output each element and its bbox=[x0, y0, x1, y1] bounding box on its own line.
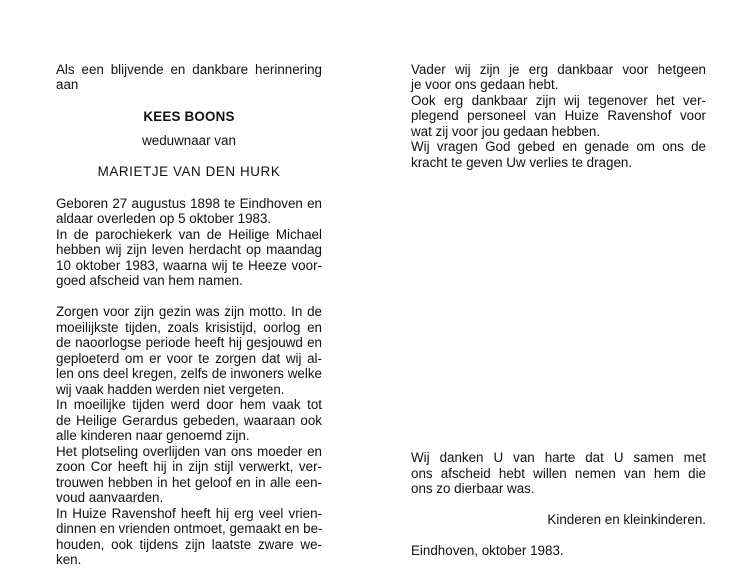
text-line: ken. bbox=[56, 552, 82, 567]
text-line: goed afscheid van hem namen. bbox=[56, 273, 243, 288]
text-line: In de parochiekerk van de Heilige Michael bbox=[56, 227, 322, 242]
signature: Kinderen en kleinkinderen. bbox=[547, 512, 706, 527]
widower-of-label: weduwnaar van bbox=[142, 133, 236, 148]
text-line: de Heilige Gerardus gebeden, waaraan ook bbox=[56, 413, 322, 428]
text-line: geploeterd om er voor te zorgen dat wij al- bbox=[56, 351, 322, 366]
text-line: Ook erg dankbaar zijn wij tegenover het ver- bbox=[411, 93, 706, 108]
deceased-name: KEES BOONS bbox=[143, 109, 235, 124]
text-line: 10 oktober 1983, waarna wij te Heeze voor- bbox=[56, 258, 322, 273]
text-line: In Huize Ravenshof heeft hij erg veel vrien- bbox=[56, 506, 322, 521]
text-line: wij vaak hadden werden niet vergeten. bbox=[56, 382, 285, 397]
text-line: dinnen en vrienden ontmoet, gemaakt en be- bbox=[56, 521, 323, 536]
place-date: Eindhoven, oktober 1983. bbox=[411, 543, 564, 558]
text-line: aldaar overleden op 5 oktober 1983. bbox=[56, 211, 272, 226]
text-line: voud aanvaarden. bbox=[56, 490, 164, 505]
text-line: plegend personeel van Huize Ravenshof voor bbox=[411, 108, 706, 123]
text-line: Het plotseling overlijden van ons moeder en bbox=[56, 444, 322, 459]
text-line: alle kinderen naar genoemd zijn. bbox=[56, 428, 250, 443]
text-line: zoon Cor heeft hij in zijn stijl verwerkt, ver- bbox=[56, 459, 322, 474]
text-line: len ons deel kregen, zelfs de inwoners welke bbox=[56, 366, 322, 381]
intro-line: Als een blijvende en dankbare herinnering bbox=[56, 62, 322, 77]
text-line: wat zij voor jou gedaan hebben. bbox=[411, 124, 601, 139]
text-line: Vader wij zijn je erg dankbaar voor hetgeen bbox=[411, 62, 706, 77]
text-line: hebben wij zijn leven herdacht op maandag bbox=[56, 242, 322, 257]
text-line: je voor ons gedaan hebt. bbox=[411, 77, 559, 92]
text-line: Geboren 27 augustus 1898 te Eindhoven en bbox=[56, 196, 322, 211]
spouse-name: MARIETJE VAN DEN HURK bbox=[97, 164, 281, 179]
text-line: kracht te geven Uw verlies te dragen. bbox=[411, 155, 633, 170]
text-line: houden, ook tijdens zijn laatste zware we- bbox=[56, 537, 322, 552]
text-line: Wij danken U van harte dat U samen met bbox=[411, 450, 706, 465]
text-line: Wij vragen God gebed en genade om ons de bbox=[411, 139, 706, 154]
text-line: trouwen hebben in het geloof en in alle een- bbox=[56, 475, 322, 490]
text-line: In moeilijke tijden werd door hem vaak tot bbox=[56, 397, 322, 412]
text-line: de naoorlogse periode heeft hij gesjouwd en bbox=[56, 335, 322, 350]
intro-line: aan bbox=[56, 77, 79, 92]
text-line: ons afscheid hebt willen nemen van hem die bbox=[411, 466, 706, 481]
text-line: moeilijkste tijden, zoals krisistijd, oorlog en bbox=[56, 320, 322, 335]
text-line: Zorgen voor zijn gezin was zijn motto. In de bbox=[56, 304, 322, 319]
text-line: ons zo dierbaar was. bbox=[411, 481, 535, 496]
